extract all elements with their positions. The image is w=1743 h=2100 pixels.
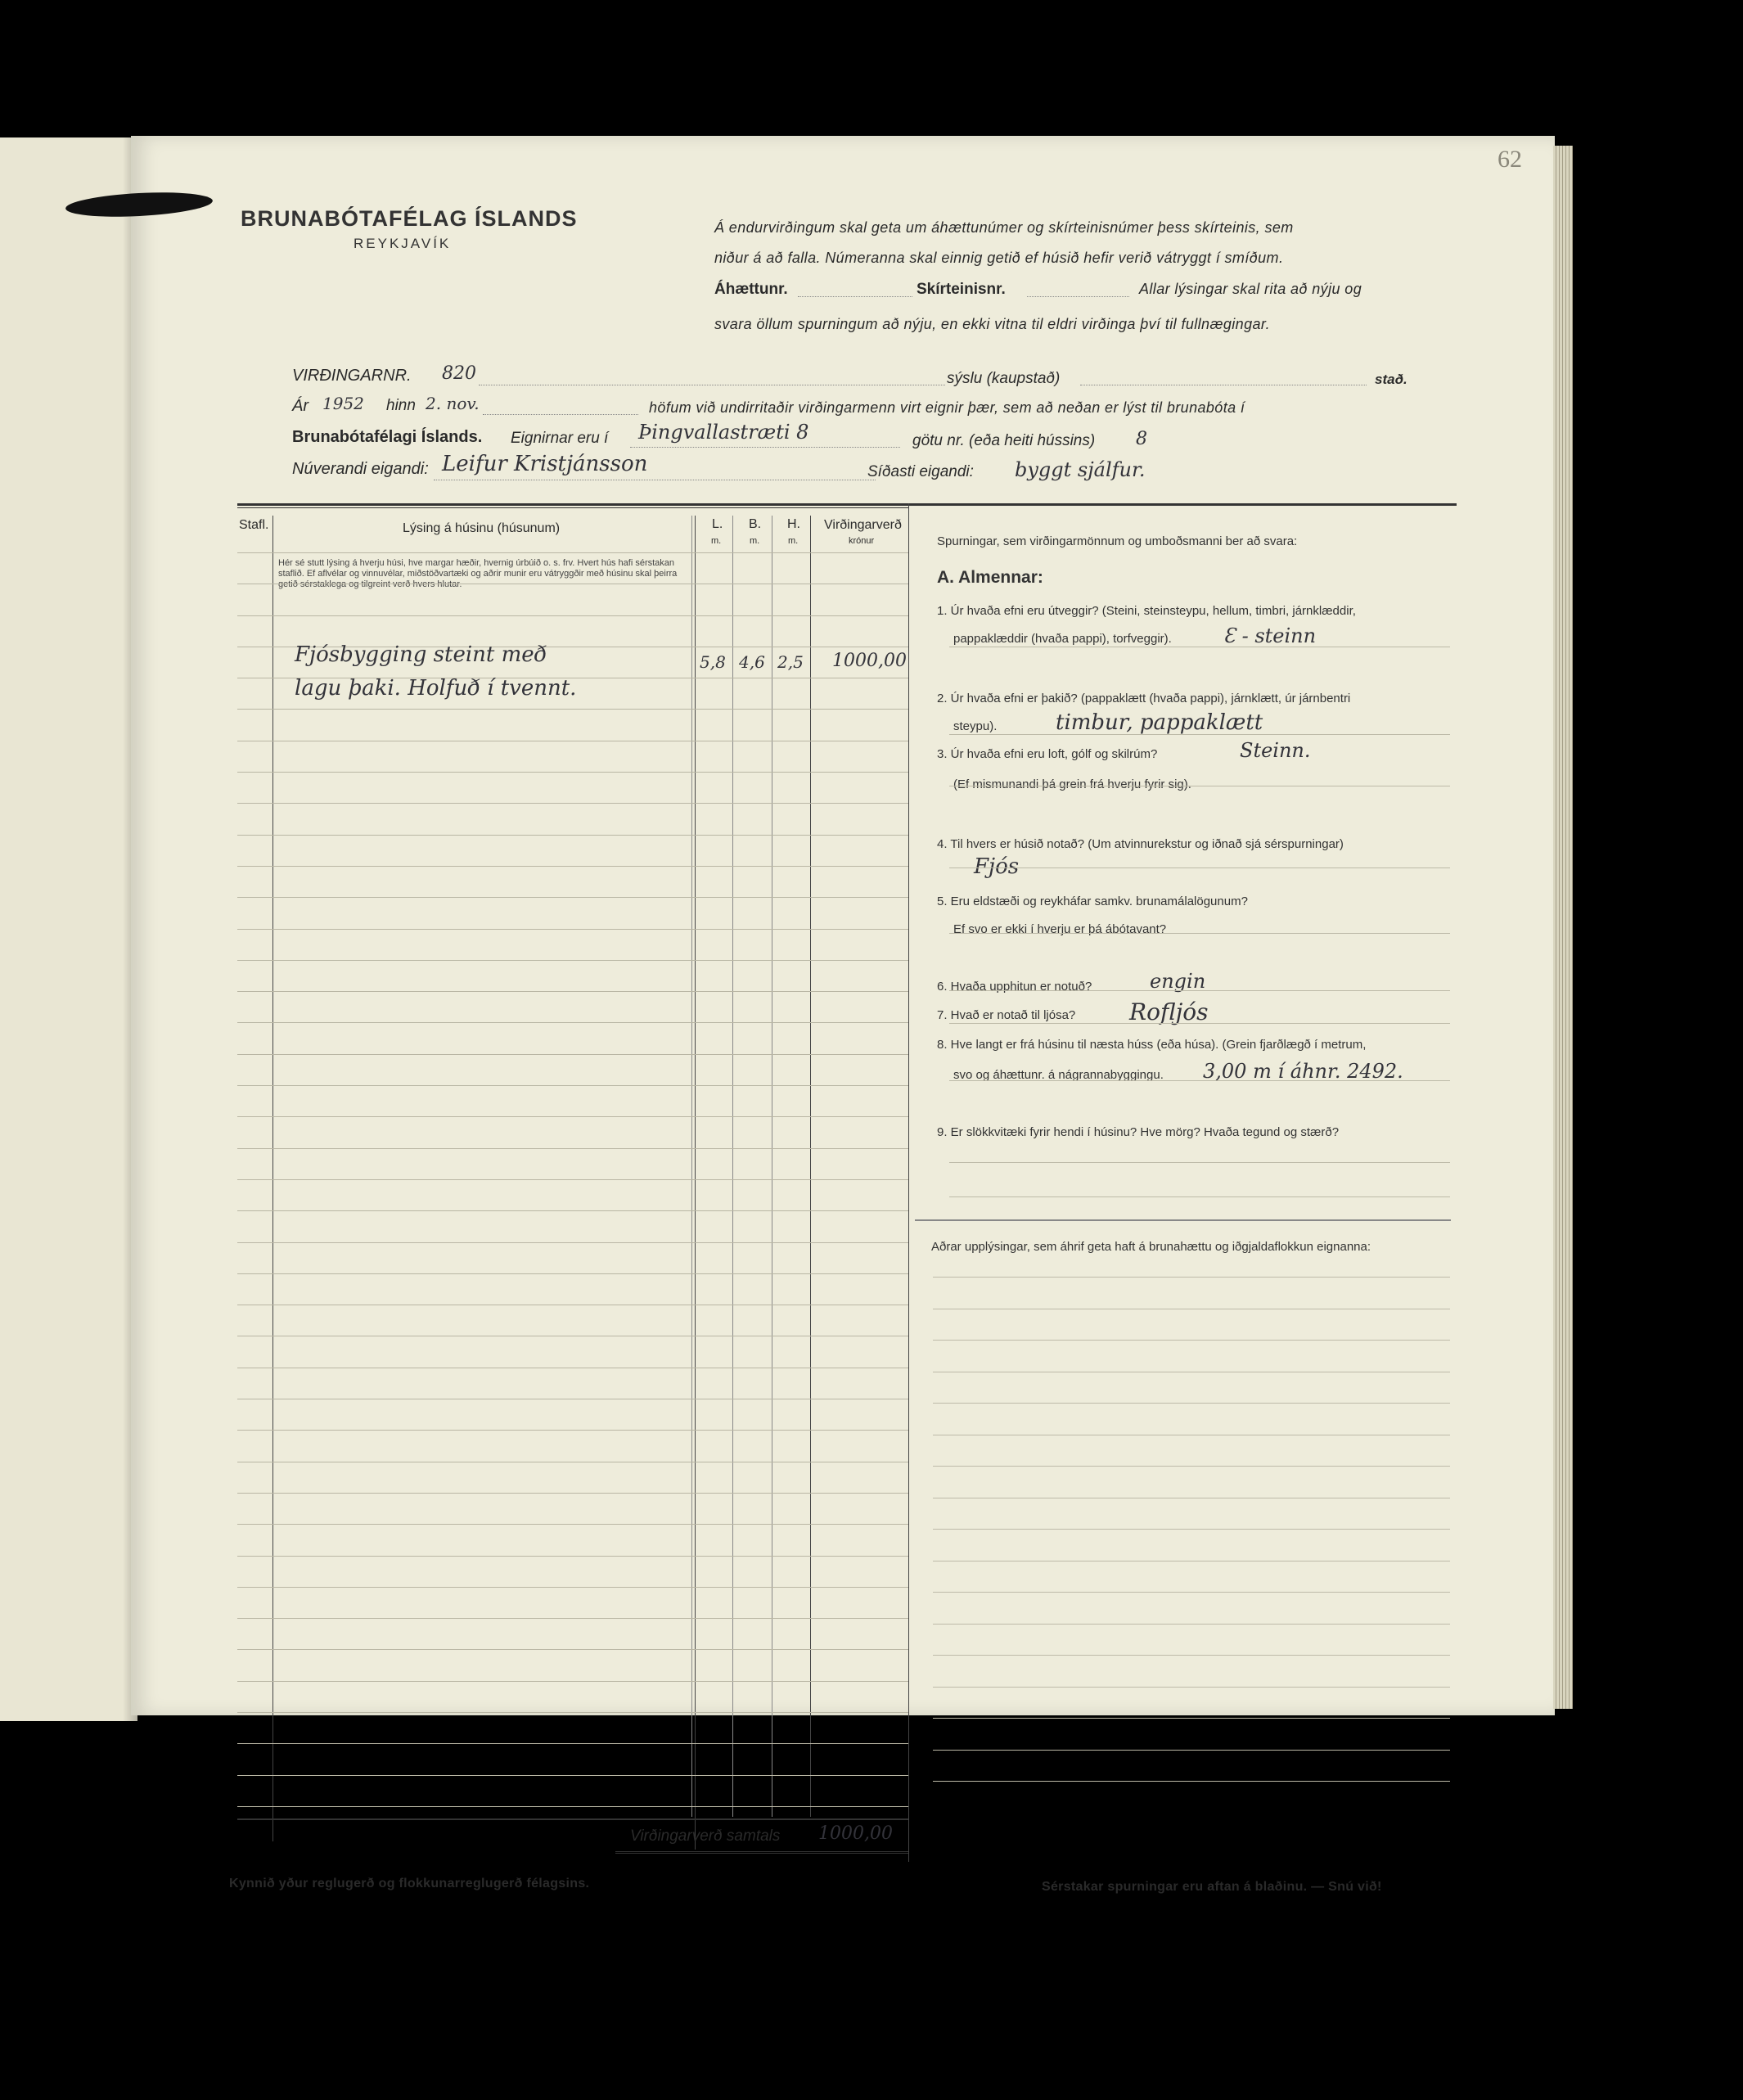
other-info-line	[933, 1277, 1450, 1278]
table-rule-line	[237, 1148, 908, 1149]
table-rule-line	[237, 1743, 908, 1744]
table-rule-line	[237, 1242, 908, 1243]
answer-line	[949, 734, 1450, 735]
other-info-label: Aðrar upplýsingar, sem áhrif geta haft á brunahættu og iðgjaldaflokkun eignanna:	[931, 1240, 1371, 1254]
company-label: Brunabótafélagi Íslands.	[292, 428, 483, 446]
table-rule-line	[237, 552, 908, 553]
questions-intro: Spurningar, sem virðingarmönnum og umboðsmanni ber að svara:	[937, 534, 1298, 548]
q7-line-1: 7. Hvað er notað til ljósa?	[937, 1008, 1076, 1022]
answer-line	[949, 867, 1450, 868]
table-rule-line	[237, 1022, 908, 1023]
q8-line-2: svo og áhættunr. á nágrannabyggingu.	[953, 1068, 1164, 1082]
entry-value: 1000,00	[832, 651, 907, 671]
table-rule-line	[237, 1618, 908, 1619]
col-value-unit: krónur	[849, 536, 875, 546]
table-rule-line	[237, 929, 908, 930]
date-value: 2. nov.	[426, 394, 480, 413]
table-note: Hér sé stutt lýsing á hverju húsi, hve margar hæðir, hvernig úrbúið o. s. frv. Hvert hús hafi sérstakan staflið. Ef aflvélar og vinnuvélar, miðstöðvartæki og aðrir munir eru vátryggðir með húsinu skal þeirra getið sérstaklega og tilgreint verð hvers hlutar.	[278, 558, 678, 589]
entry-line-2: lagu þaki. Holfuð í tvennt.	[295, 676, 577, 701]
footer-right: Sérstakar spurningar eru aftan á blaðinu. — Snú við!	[1042, 1880, 1382, 1894]
year-value: 1952	[322, 394, 364, 413]
risk-no-label: Áhættunr.	[714, 281, 788, 298]
page-edges	[1553, 146, 1573, 1709]
table-rule-line	[237, 1587, 908, 1588]
date-label: hinn	[386, 397, 416, 414]
q3-answer: Steinn.	[1240, 739, 1311, 762]
col-stafl: Stafl.	[239, 518, 269, 532]
table-rule-line	[237, 1179, 908, 1180]
q6-answer: engin	[1150, 970, 1206, 993]
q2-line-2: steypu).	[953, 719, 998, 733]
table-rule-line	[237, 1210, 908, 1211]
table-bottom-rule	[237, 1818, 908, 1820]
instructions-line-4: svara öllum spurningum að nýju, en ekki vitna til eldri virðinga því til fullnægingar.	[714, 316, 1271, 332]
table-rule-line	[237, 991, 908, 992]
q8-answer: 3,00 m í áhnr. 2492.	[1203, 1060, 1403, 1083]
left-page	[0, 137, 137, 1721]
street-value: 8	[1136, 429, 1147, 449]
other-info-line	[933, 1466, 1450, 1467]
col-description: Lýsing á húsinu (húsunum)	[403, 521, 561, 535]
footer-left: Kynnið yður reglugerð og flokkunarreglugerð félagsins.	[229, 1877, 590, 1890]
table-rule-line	[237, 1681, 908, 1682]
q9-line-1: 9. Er slökkvitæki fyrir hendi í húsinu? Hve mörg? Hvaða tegund og stærð?	[937, 1125, 1340, 1139]
col-width: B.	[749, 517, 762, 531]
q1-line-2: pappaklæddir (hvaða pappi), torfveggir).	[953, 632, 1172, 646]
org-name: BRUNABÓTAFÉLAG ÍSLANDS	[241, 206, 578, 231]
col-height: H.	[787, 517, 800, 531]
table-rule-line	[237, 1054, 908, 1055]
table-rule-line	[237, 1806, 908, 1807]
city: REYKJAVÍK	[354, 236, 452, 251]
property-label: Eignirnar eru í	[511, 430, 609, 447]
table-rule-line	[237, 897, 908, 898]
table-rule-line	[237, 1649, 908, 1650]
entry-width: 4,6	[739, 652, 765, 672]
q3-line-1: 3. Úr hvaða efni eru loft, gólf og skilrúm?	[937, 747, 1158, 761]
q1-answer: Ɛ - steinn	[1223, 624, 1317, 647]
total-value: 1000,00	[818, 1823, 893, 1844]
col-divider	[691, 516, 692, 1817]
table-header-rule	[237, 507, 908, 508]
total-label: Virðingarverð samtals	[630, 1827, 781, 1845]
table-rule-line	[237, 1273, 908, 1274]
owner-value: Leifur Kristjánsson	[442, 452, 648, 476]
q5-line-2: Ef svo er ekki í hverju er þá ábótavant?	[953, 922, 1167, 936]
other-info-line	[933, 1687, 1450, 1688]
col-length: L.	[712, 517, 723, 531]
q2-answer: timbur, pappaklætt	[1056, 710, 1263, 735]
prev-owner-value: byggt sjálfur.	[1015, 458, 1146, 481]
table-rule-line	[237, 1556, 908, 1557]
col-length-unit: m.	[711, 536, 722, 546]
col-divider	[732, 516, 733, 1817]
table-rule-line	[237, 1524, 908, 1525]
property-value: Þingvallastræti 8	[638, 421, 809, 444]
other-info-line	[933, 1718, 1450, 1719]
section-separator	[915, 1219, 1451, 1221]
instructions-line-1: Á endurvirðingum skal geta um áhættunúmer og skírteinisnúmer þess skírteinis, sem	[714, 219, 1294, 236]
q2-line-1: 2. Úr hvaða efni er þakið? (pappaklætt (hvaða pappi), járnklætt, úr járnbentri	[937, 692, 1351, 705]
q4-answer: Fjós	[974, 854, 1020, 879]
page-number: 62	[1498, 146, 1522, 173]
col-divider	[272, 516, 273, 1841]
answer-line	[949, 1196, 1450, 1197]
q4-line-1: 4. Til hvers er húsið notað? (Um atvinnurekstur og iðnað sjá sérspurningar)	[937, 837, 1344, 851]
q7-answer: Rofljós	[1129, 998, 1209, 1025]
section-a-heading: A. Almennar:	[937, 568, 1043, 587]
other-info-line	[933, 1750, 1450, 1751]
answer-line	[949, 933, 1450, 934]
col-divider	[810, 516, 811, 1817]
table-rule-line	[237, 803, 908, 804]
cert-no-label: Skírteinisnr.	[917, 281, 1006, 298]
other-info-line	[933, 1624, 1450, 1625]
table-rule-line	[237, 960, 908, 961]
table-rule-line	[237, 835, 908, 836]
table-rule-line	[237, 1430, 908, 1431]
col-value: Virðingarverð	[824, 518, 902, 532]
instructions-line-2: niður á að falla. Númeranna skal einnig getið ef húsið hefir verið vátryggt í smíðum.	[714, 250, 1284, 266]
answer-line	[949, 1023, 1450, 1024]
q3-line-2: (Ef mismunandi þá grein frá hverju fyrir sig).	[953, 777, 1191, 791]
q5-line-1: 5. Eru eldstæði og reykháfar samkv. brunamálalögunum?	[937, 895, 1248, 908]
total-double-rule	[615, 1851, 908, 1854]
q1-line-1: 1. Úr hvaða efni eru útveggir? (Steini, steinsteypu, hellum, timbri, járnklæddir,	[937, 604, 1356, 618]
table-rule-line	[237, 866, 908, 867]
col-width-unit: m.	[750, 536, 760, 546]
street-label: götu nr. (eða heiti hússins)	[912, 432, 1096, 449]
other-info-line	[933, 1529, 1450, 1530]
entry-length: 5,8	[700, 652, 726, 672]
place-label: stað.	[1375, 372, 1407, 387]
prev-owner-label: Síðasti eigandi:	[867, 463, 974, 480]
year-label: Ár	[292, 397, 309, 415]
entry-line-1: Fjósbygging steint með	[295, 642, 547, 667]
table-rule-line	[237, 1775, 908, 1776]
table-top-rule	[237, 503, 1457, 506]
col-height-unit: m.	[788, 536, 799, 546]
entry-height: 2,5	[777, 652, 804, 672]
appraisal-value: 820	[442, 363, 476, 384]
other-info-line	[933, 1781, 1450, 1782]
table-rule-line	[237, 1116, 908, 1117]
table-rule-line	[237, 1712, 908, 1713]
q8-line-1: 8. Hve langt er frá húsinu til næsta húss (eða húsa). (Grein fjarðlægð í metrum,	[937, 1038, 1367, 1052]
table-rule-line	[237, 709, 908, 710]
intro-text: höfum við undirritaðir virðingarmenn virt eignir þær, sem að neðan er lýst til brunabóta í	[649, 399, 1245, 416]
table-rule-line	[237, 772, 908, 773]
table-rule-line	[237, 1085, 908, 1086]
owner-label: Núverandi eigandi:	[292, 460, 429, 478]
answer-line	[949, 990, 1450, 991]
table-rule-line	[237, 615, 908, 616]
county-label: sýslu (kaupstað)	[947, 370, 1061, 387]
other-info-line	[933, 1592, 1450, 1593]
col-divider	[908, 503, 909, 1862]
table-rule-line	[237, 1493, 908, 1494]
other-info-line	[933, 1655, 1450, 1656]
q6-line-1: 6. Hvaða upphitun er notuð?	[937, 980, 1092, 994]
instructions-line-3: Allar lýsingar skal rita að nýju og	[1139, 281, 1362, 297]
answer-line	[949, 1080, 1450, 1081]
answer-line	[949, 1162, 1450, 1163]
other-info-line	[933, 1340, 1450, 1341]
appraisal-label: VIRÐINGARNR.	[292, 367, 412, 385]
other-info-line	[933, 1403, 1450, 1404]
